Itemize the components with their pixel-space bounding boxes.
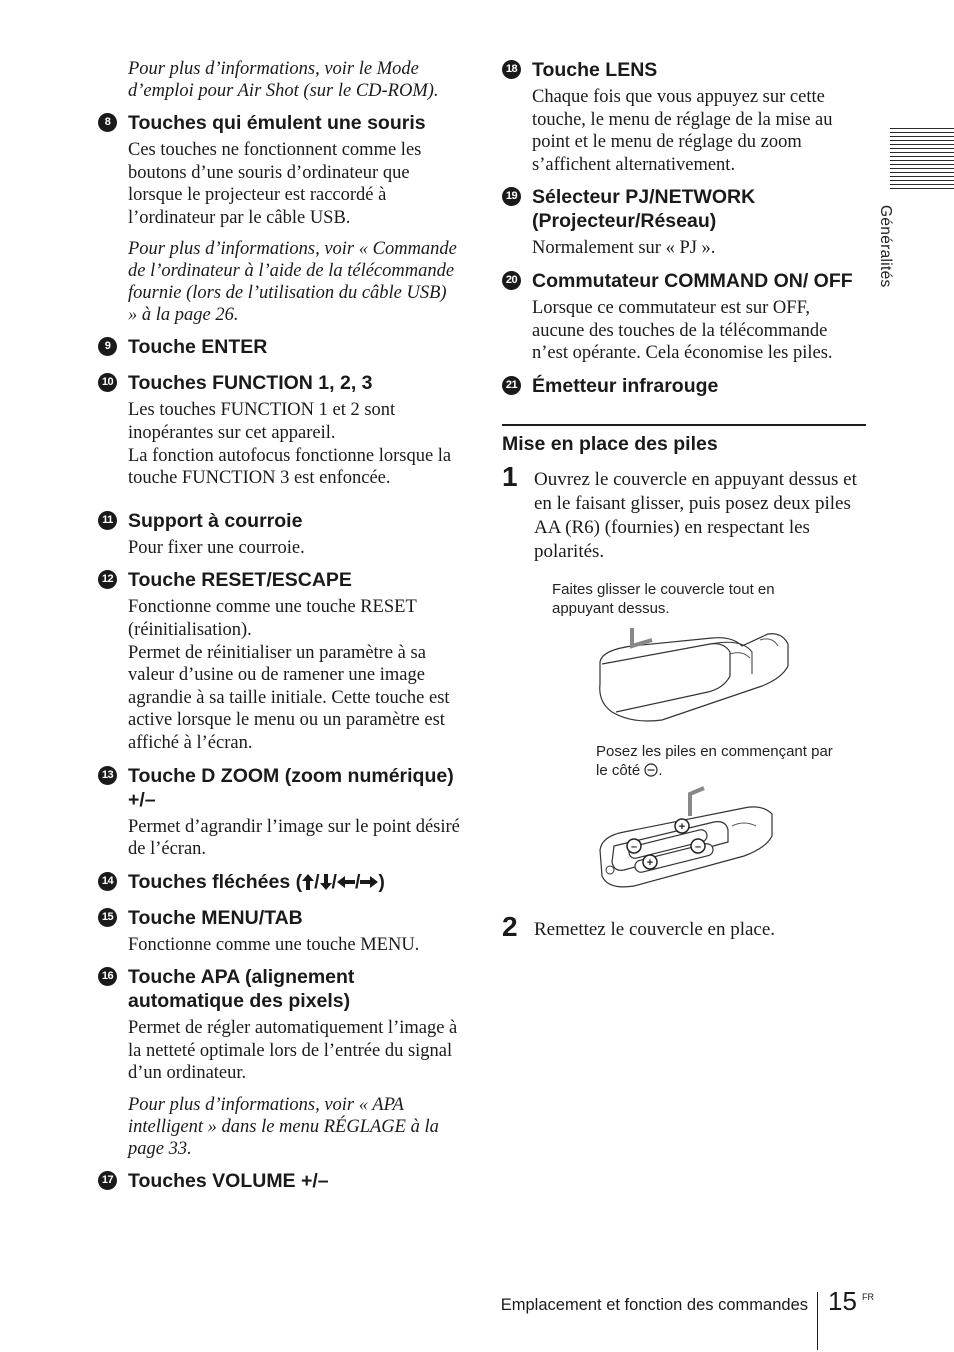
item-15-text: Fonctionne comme une touche MENU. [128,934,420,955]
step-number: 2 [502,910,518,942]
intro-note: Pour plus d’informations, voir le Mode d’emploi pour Air Shot (sur le CD-ROM). [128,59,439,101]
item-10-text-1: Les touches FUNCTION 1 et 2 sont inopérantes sur cet appareil. [128,400,396,443]
item-number-badge: 13 [98,766,117,785]
arrow-down-icon [320,874,332,890]
item-11-text: Pour fixer une courroie. [128,537,305,558]
side-tab-label: Généralités [877,205,894,288]
item-18-text: Chaque fois que vous appuyez sur cette touche, le menu de réglage de la mise au point et le menu de réglage du zoom s’affichent alternativement. [532,87,833,175]
item-number-badge: 12 [98,570,117,589]
item-number-badge: 15 [98,908,117,927]
footer-divider [817,1292,818,1350]
item-16-text: Permet de régler automatiquement l’image à la netteté optimale lors de l’entrée du signal d’un ordinateur. [128,1018,458,1084]
page-number: 15 [828,1286,857,1316]
battery-insertion-illustration [594,786,784,896]
right-column [502,58,866,948]
arrow-right-icon [360,876,378,888]
item-13-text: Permet d’agrandir l’image sur le point désiré de l’écran. [128,816,460,860]
left-column [98,58,460,1197]
item-number-badge: 11 [98,511,117,530]
side-tab-lines [890,128,954,192]
item-21-heading: 21 Émetteur infrarouge [502,374,866,398]
step-2-text: Remettez le couvercle en place. [534,918,776,940]
figure-caption-batteries: Posez les piles en commençant par le côté . [596,742,833,779]
item-15-heading: 15 Touche MENU/TAB [98,906,460,930]
item-20-text: Lorsque ce commutateur est sur OFF, aucune des touches de la télécommande n’est opérante. Cela économise les piles. [532,297,833,364]
step-2 [502,910,866,942]
item-12-heading: 12 Touche RESET/ESCAPE [98,568,460,592]
item-12-text-2: Permet de réinitialiser un paramètre à sa valeur d’usine ou de ramener une image agrandie à sa taille initiale. Cette touche est active lorsque le menu ou un paramètre est affiché à l’écran. [128,642,450,753]
footer-section-name: Emplacement et fonction des commandes [500,1296,808,1314]
item-11-heading: 11 Support à courroie [98,509,460,533]
item-17-heading: 17 Touches VOLUME +/– [98,1169,460,1193]
item-number-badge: 20 [502,271,521,290]
item-number-badge: 8 [98,113,117,132]
item-number-badge: 19 [502,187,521,206]
item-8-note: Pour plus d’informations, voir « Commande de l’ordinateur à l’aide de la télécommande fournie (lors de l’utilisation du câble USB) » à la page 26. [128,239,457,326]
item-number-badge: 10 [98,373,117,392]
step-1 [502,460,866,564]
svg-text:–: – [630,840,638,853]
figure-caption-slide: Faites glisser le couvercle tout en appuyant dessus. [552,580,775,617]
item-number-badge: 17 [98,1171,117,1190]
item-number-badge: 16 [98,967,117,986]
item-number-badge: 9 [98,337,117,356]
item-16-note: Pour plus d’informations, voir « APA intelligent » dans le menu RÉGLAGE à la page 33. [128,1095,439,1160]
svg-text:+: + [646,856,654,869]
arrow-up-icon [302,874,314,890]
item-16-heading: 16 Touche APA (alignement automatique des pixels) [98,965,460,1013]
svg-text:–: – [694,840,702,853]
item-10-text-2: La fonction autofocus fonctionne lorsque la touche FUNCTION 3 est enfoncée. [128,445,452,489]
item-8-heading: 8 Touches qui émulent une souris [98,111,460,135]
page-language: FR [862,1292,874,1302]
item-number-badge: 18 [502,60,521,79]
item-13-heading: 13 Touche D ZOOM (zoom numérique) +/– [98,764,460,812]
item-19-heading: 19 Sélecteur PJ/NETWORK (Projecteur/Réseau) [502,185,866,233]
item-20-heading: 20 Commutateur COMMAND ON/ OFF [502,269,866,293]
item-8-text: Ces touches ne fonctionnent comme les boutons d’une souris d’ordinateur que lorsque le projecteur est raccordé à l’ordinateur par le câble USB. [128,140,422,228]
arrow-left-icon [337,876,355,888]
step-1-text: Ouvrez le couvercle en appuyant dessus et en le faisant glisser, puis posez deux piles AA (R6) (fournies) en respectant les polarités. [534,468,857,562]
step-number: 1 [502,460,518,492]
item-9-heading: 9 Touche ENTER [98,335,460,359]
item-14-heading: 14 Touches fléchées ( / / / ) [98,870,460,894]
section-divider [502,424,866,426]
item-number-badge: 14 [98,872,117,891]
item-number-badge: 21 [502,376,521,395]
svg-text:+: + [678,820,686,833]
item-10-heading: 10 Touches FUNCTION 1, 2, 3 [98,371,460,395]
item-18-heading: 18 Touche LENS [502,58,866,82]
item-19-text: Normalement sur « PJ ». [532,238,716,259]
remote-cover-illustration [592,624,792,724]
section-title: Mise en place des piles [502,432,718,455]
minus-circle-icon [644,763,658,777]
item-12-text-1: Fonctionne comme une touche RESET (réinitialisation). [128,597,417,640]
